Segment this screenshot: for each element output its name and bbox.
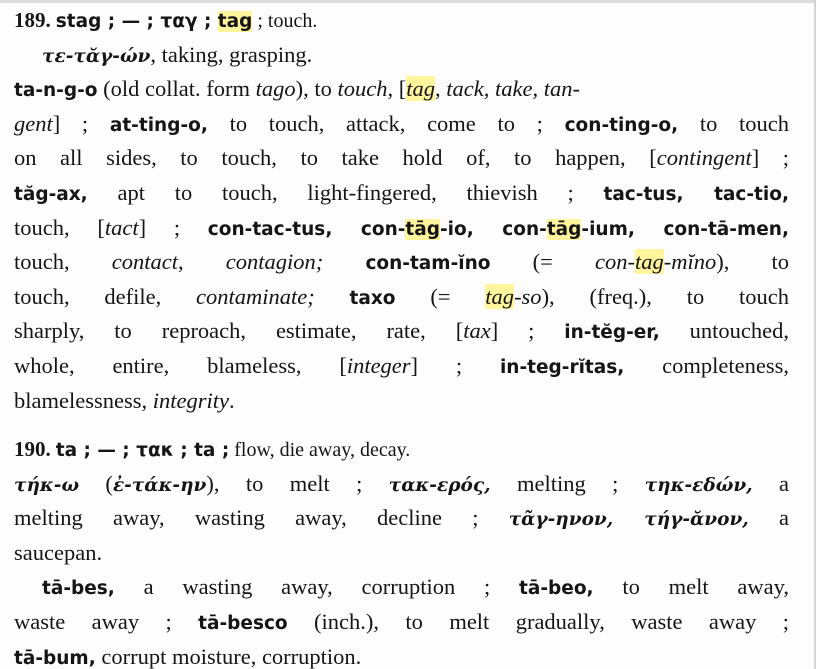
entry-190 xyxy=(14,432,789,669)
italic-term: tack, take, tan- xyxy=(446,76,580,102)
text-run: untouched, xyxy=(659,318,789,344)
text-run: flow, die away, decay. xyxy=(229,439,411,461)
italic-term: contaminate; xyxy=(196,283,315,309)
headword: -ium, con-tā-men, xyxy=(581,218,789,240)
text-run: touch, xyxy=(14,249,112,275)
entry-text-line xyxy=(14,245,789,280)
entry-text-line xyxy=(14,314,789,349)
headword: in-teg-rĭtas, xyxy=(499,356,625,378)
italic-term: integer xyxy=(346,352,411,378)
text-run: ] ; xyxy=(490,318,565,344)
text-run: sharply, to reproach, estimate, rate, [ xyxy=(14,318,464,344)
text-run: , [ xyxy=(387,76,407,102)
entry-text-line xyxy=(14,501,789,536)
headword: tā-bes, xyxy=(42,578,115,600)
text-run: on all sides, to touch, to take hold of, to happen, [ xyxy=(14,145,657,171)
text-run: melting away, wasting away, decline ; xyxy=(14,505,509,531)
entry-text-line xyxy=(14,211,789,246)
text-run: , xyxy=(435,76,447,102)
text-run: saucepan. xyxy=(14,539,103,565)
entry-text-line xyxy=(14,107,789,142)
entry-text-line xyxy=(14,570,789,605)
headword: taxo xyxy=(349,287,396,309)
entry-text-line xyxy=(14,141,789,176)
text-run xyxy=(315,284,350,309)
italic-term: -so xyxy=(514,283,542,309)
text-run: completeness, xyxy=(624,352,789,378)
text-run xyxy=(323,249,365,274)
italic-term: contingent xyxy=(656,145,752,171)
text-run: to touch xyxy=(678,110,789,136)
entry-number: 190. xyxy=(14,437,51,461)
text-run: ] ; xyxy=(138,214,208,240)
text-run: a wasting away, corruption ; xyxy=(114,574,520,600)
entry-text-line xyxy=(14,467,789,502)
highlighted-italic-term: tag xyxy=(406,76,435,102)
text-run: touch, [ xyxy=(14,214,105,240)
headword: ta ; — ; τακ ; ta ; xyxy=(55,440,230,461)
text-run: a xyxy=(748,505,789,531)
text-run: ] ; xyxy=(52,110,110,136)
text-run: touch, defile, xyxy=(14,283,197,309)
headword: tā-bum, xyxy=(14,647,96,669)
text-run: ; touch. xyxy=(252,10,318,32)
entry-text-line xyxy=(14,349,789,384)
entry-text-line xyxy=(14,605,789,640)
highlighted-italic-term: tag xyxy=(634,249,664,275)
italic-term: gent xyxy=(14,110,53,136)
text-run: blamelessness, xyxy=(14,387,153,413)
italic-term: touch xyxy=(337,76,388,102)
text-run: ] ; xyxy=(751,145,789,171)
italic-term: tact xyxy=(104,214,139,240)
italic-term: tax xyxy=(463,318,491,344)
entry-text-line xyxy=(14,640,789,669)
highlighted-headword: tāg xyxy=(405,218,440,240)
headword: stag ; — ; ταγ ; xyxy=(55,11,218,32)
highlighted-italic-term: tag xyxy=(485,283,515,309)
text-run: ), to melt ; xyxy=(206,470,389,496)
entry-text-line xyxy=(14,72,789,107)
text-run: (= xyxy=(490,249,595,275)
greek-word: τηκ-εδών, xyxy=(644,474,753,496)
entry-heading-line xyxy=(14,3,789,38)
highlighted-headword: tag xyxy=(217,11,253,32)
entry-heading-line xyxy=(14,432,789,467)
italic-term: integrity xyxy=(152,387,229,413)
text-run: corrupt moisture, corruption. xyxy=(95,643,362,669)
text-run: a xyxy=(752,470,789,496)
entry-text-line xyxy=(14,280,789,315)
text-run: waste away ; xyxy=(14,608,199,634)
greek-word: τακ-ερός, xyxy=(388,474,491,496)
text-run: whole, entire, blameless, [ xyxy=(14,352,347,378)
text-run: ), to xyxy=(295,76,338,102)
text-run: apt to touch, light-fingered, thievish ; xyxy=(87,179,604,205)
text-run: , taking, grasping. xyxy=(150,41,313,67)
text-run: ), (freq.), to touch xyxy=(541,283,789,309)
text-run: ( xyxy=(79,470,113,496)
headword: at-ting-o, xyxy=(109,114,208,136)
greek-word: τᾶγ-ηνον, τήγ-ᾰνον, xyxy=(508,509,749,531)
entry-number: 189. xyxy=(14,8,51,32)
text-run: ] ; xyxy=(410,352,500,378)
entry-text-line xyxy=(14,384,789,419)
text-run: , xyxy=(178,249,226,275)
text-run: melting ; xyxy=(490,470,645,496)
italic-term: -mĭno xyxy=(663,249,717,275)
italic-term: contagion; xyxy=(225,249,324,275)
text-run: to touch, attack, come to ; xyxy=(207,110,565,136)
headword: ta-n-g-o xyxy=(14,80,98,102)
text-run: (= xyxy=(395,283,486,309)
highlighted-headword: tāg xyxy=(546,218,582,240)
text-run: (old collat. form xyxy=(97,76,256,102)
greek-word: τήκ-ω xyxy=(14,474,80,496)
italic-term: tago xyxy=(255,76,296,102)
headword: -io, con- xyxy=(440,218,547,240)
headword: tā-besco xyxy=(198,612,288,634)
text-run: to melt away, xyxy=(593,574,789,600)
headword: in-tĕg-er, xyxy=(564,322,660,344)
headword: tăg-ax, xyxy=(14,183,88,205)
italic-term: con- xyxy=(594,249,635,275)
entry-text-line xyxy=(14,176,789,211)
text-run: ), to xyxy=(716,249,789,275)
greek-word: ἐ-τάκ-ην xyxy=(112,474,207,496)
entry-text-line xyxy=(14,536,789,571)
greek-word: τε-τᾰγ-ών xyxy=(42,45,151,67)
headword: tac-tus, tac-tio, xyxy=(603,183,789,205)
headword: con-tam-ĭno xyxy=(365,253,491,275)
headword: con-tac-tus, con- xyxy=(207,218,406,240)
entry-189 xyxy=(14,3,789,418)
entry-text-line xyxy=(14,38,789,73)
headword: tā-beo, xyxy=(519,578,594,600)
text-run: (inch.), to melt gradually, waste away ; xyxy=(287,608,789,634)
headword: con-ting-o, xyxy=(564,114,679,136)
italic-term: contact xyxy=(111,249,179,275)
text-run: . xyxy=(228,387,235,413)
